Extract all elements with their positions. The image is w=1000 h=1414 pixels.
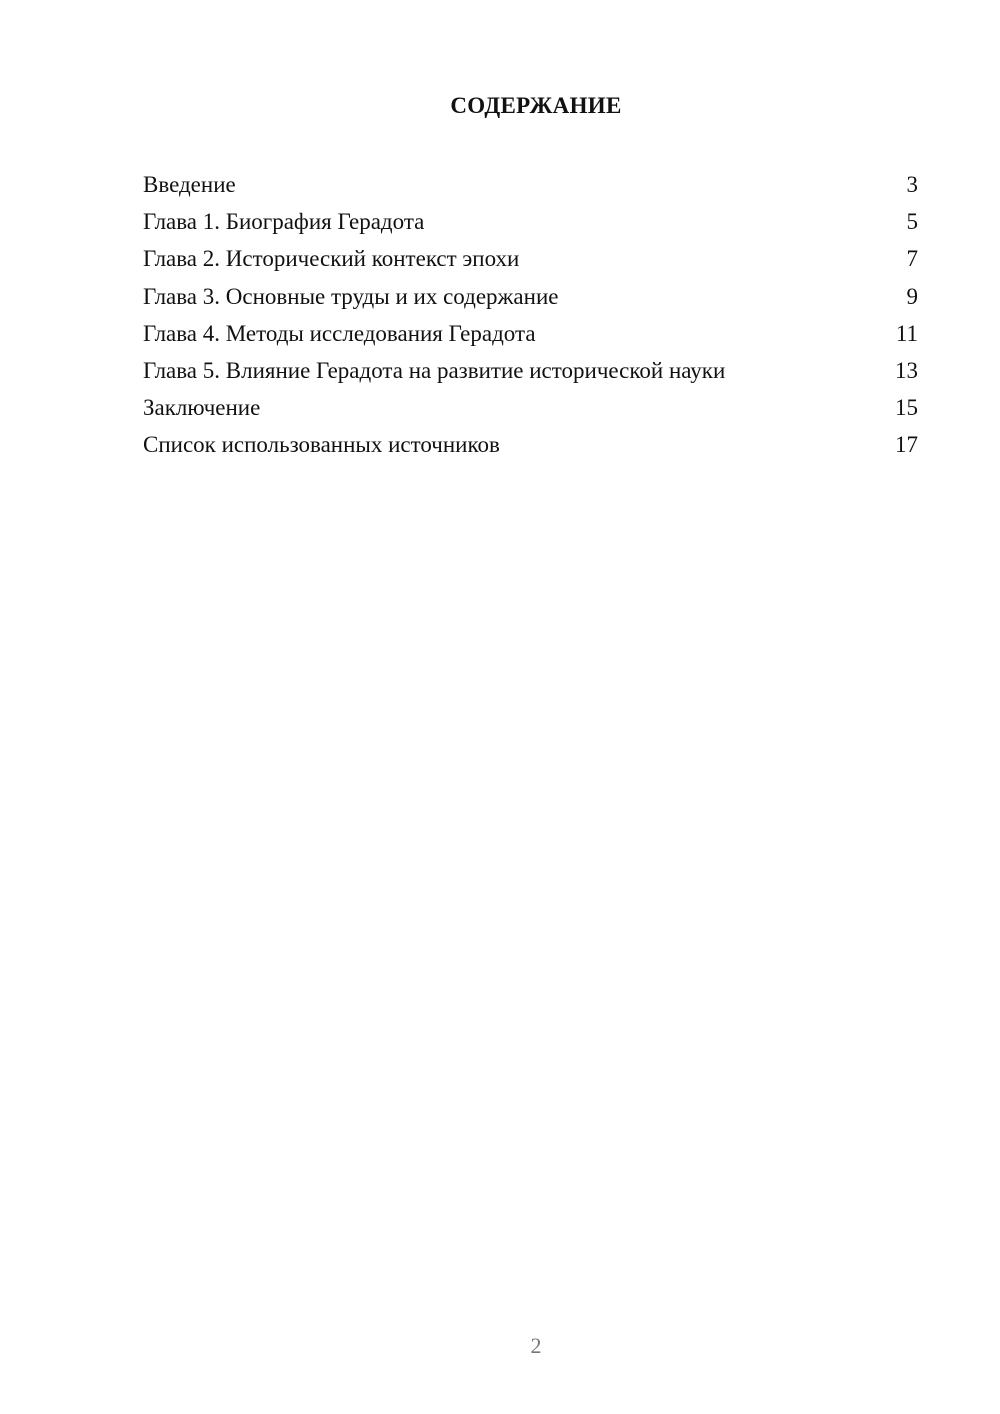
toc-entry-page: 3	[906, 172, 918, 197]
toc-entry-label: Глава 3. Основные труды и их содержание	[143, 283, 559, 309]
toc-entry-page: 5	[906, 209, 918, 235]
table-of-contents	[143, 168, 918, 466]
toc-entry-chapter-2	[143, 242, 918, 279]
toc-entry-page: 7	[906, 246, 918, 272]
toc-entry-chapter-3	[143, 280, 918, 317]
toc-entry-chapter-1	[143, 205, 918, 242]
toc-entry-conclusion	[143, 391, 918, 428]
toc-entry-chapter-5	[143, 354, 918, 391]
toc-entry-label: Введение	[143, 172, 236, 197]
toc-entry-page: 13	[895, 357, 918, 383]
toc-entry-chapter-4	[143, 317, 918, 354]
toc-entry-label: Глава 1. Биография Герадота	[143, 209, 425, 235]
toc-entry-label: Список использованных источников	[143, 432, 500, 458]
toc-entry-page: 9	[906, 283, 918, 309]
page-number: 2	[530, 1333, 542, 1358]
toc-entry-references	[143, 428, 918, 465]
toc-entry-page: 15	[895, 395, 918, 421]
toc-entry-introduction	[143, 168, 918, 205]
page-title: СОДЕРЖАНИЕ	[450, 93, 622, 118]
toc-entry-label: Глава 5. Влияние Герадота на развитие исторической науки	[143, 357, 726, 383]
toc-entry-label: Заключение	[143, 395, 261, 421]
toc-entry-label: Глава 2. Исторический контекст эпохи	[143, 246, 520, 272]
toc-entry-page: 17	[895, 432, 918, 458]
toc-entry-label: Глава 4. Методы исследования Герадота	[143, 320, 536, 346]
toc-entry-page: 11	[895, 320, 918, 346]
